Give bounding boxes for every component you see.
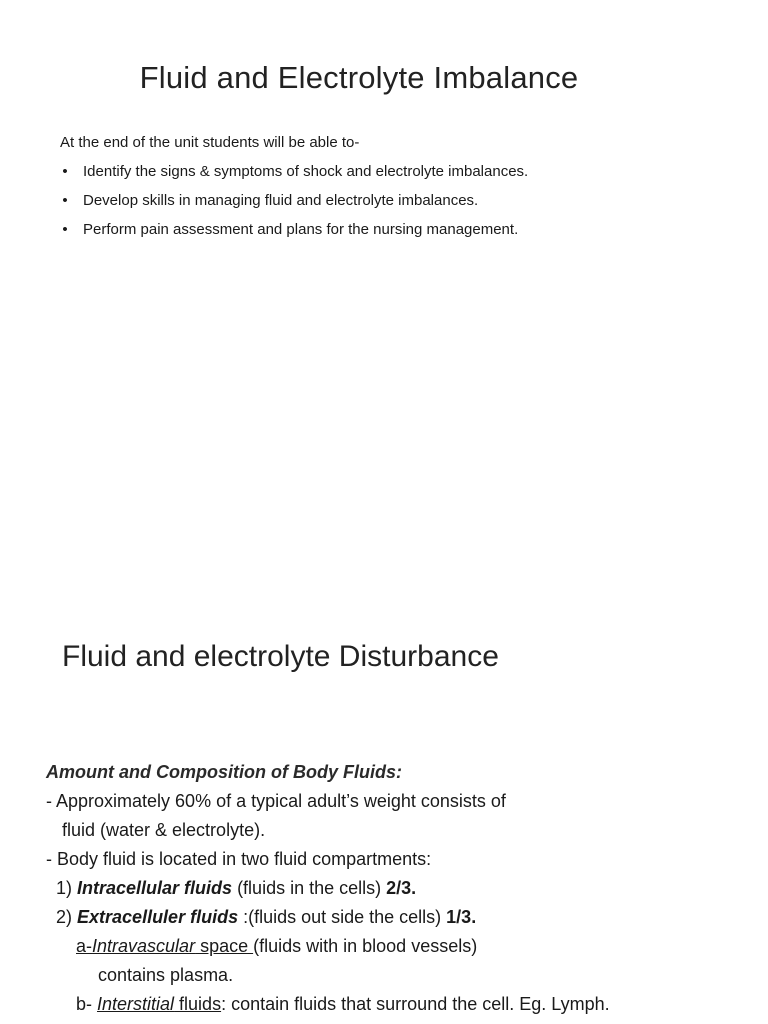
body-line: - Body fluid is located in two fluid compartments: [46,849,432,869]
slide-2-body [46,758,610,1019]
objective-text: Develop skills in managing fluid and electrolyte imbalances. [83,192,479,209]
sub-fluids-word: fluids [174,994,222,1014]
bullet-icon: • [62,192,68,209]
slide-2-title: Fluid and electrolyte Disturbance [62,640,499,673]
sub-desc: (fluids with in blood vessels) [253,936,478,956]
body-line: - Approximately 60% of a typical adult’s weight consists of [46,791,506,811]
sub-item-interstitial [46,990,610,1019]
sub-item-continuation: contains plasma. [98,965,234,985]
list-item-intracellular [46,874,610,903]
item-term: Intracellular fluids [77,878,233,898]
slide-2 [0,512,768,1024]
objective-item [60,160,528,189]
objectives-intro: At the end of the unit students will be able to- [60,134,360,151]
item-number: 2) [56,907,78,927]
sub-item-intravascular [46,932,610,961]
objective-item [60,218,528,247]
sub-term: Interstitial [97,994,175,1014]
item-fraction: 2/3. [386,878,417,898]
sub-item-underlined [97,994,221,1014]
bullet-icon: • [62,221,68,238]
slide-1-title: Fluid and Electrolyte Imbalance [139,60,579,95]
list-item-extracellular [46,903,610,932]
item-term: Extracelluler fluids [77,907,239,927]
sub-space: space [195,936,254,956]
objectives-list [60,160,528,247]
sub-prefix: b- [76,994,98,1014]
item-desc: :(fluids out side the cells) [238,907,447,927]
sub-item-underlined [76,936,253,956]
bullet-icon: • [62,163,68,180]
sub-prefix: a- [76,936,93,956]
section-heading: Amount and Composition of Body Fluids: [46,762,402,782]
sub-desc: : contain fluids that surround the cell. Eg. Lymph. [221,994,610,1014]
item-desc: (fluids in the cells) [232,878,387,898]
item-fraction: 1/3. [446,907,477,927]
objective-text: Perform pain assessment and plans for the nursing management. [83,221,519,238]
objective-text: Identify the signs & symptoms of shock and electrolyte imbalances. [83,163,529,180]
item-number: 1) [56,878,78,898]
body-line: fluid (water & electrolyte). [62,820,266,840]
sub-term: Intravascular [92,936,196,956]
objective-item [60,189,528,218]
